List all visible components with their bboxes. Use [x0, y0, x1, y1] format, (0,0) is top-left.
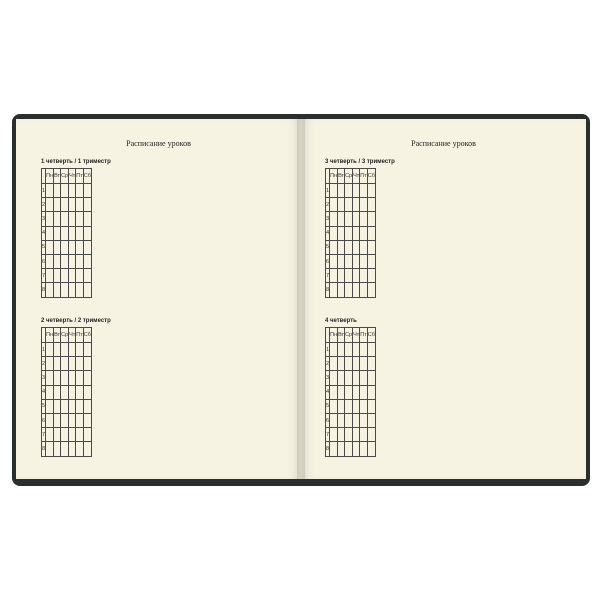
schedule-cell: [345, 212, 353, 226]
schedule-cell: [330, 198, 338, 212]
table-row: [42, 442, 92, 456]
schedule-cell: [61, 442, 69, 456]
schedule-cell: [76, 413, 83, 427]
schedule-cell: [367, 254, 375, 268]
schedule-cell: [330, 442, 338, 456]
schedule-cell: [360, 269, 367, 283]
table-row: [42, 428, 92, 442]
schedule-cell: [46, 371, 54, 385]
schedule-cell: [54, 371, 61, 385]
schedule-cell: [69, 357, 76, 371]
schedule-cell: [46, 442, 54, 456]
schedule-cell: [69, 399, 76, 413]
day-header-cell: Сб: [83, 169, 91, 184]
schedule-cell: [83, 283, 91, 297]
day-header-cell: Пт: [76, 328, 83, 343]
schedule-cell: [61, 226, 69, 240]
lesson-number-cell: 2: [42, 198, 46, 212]
schedule-cell: [83, 184, 91, 198]
table-row: [42, 343, 92, 357]
schedule-cell: [338, 254, 345, 268]
schedule-cell: [46, 283, 54, 297]
schedule-cell: [69, 283, 76, 297]
schedule-cell: [83, 226, 91, 240]
schedule-cell: [345, 399, 353, 413]
schedule-cell: [330, 385, 338, 399]
left-page-title: Расписание уроков: [126, 139, 191, 148]
schedule-cell: [69, 343, 76, 357]
schedule-table: [325, 168, 376, 298]
schedule-cell: [330, 212, 338, 226]
schedule-cell: [360, 371, 367, 385]
lesson-number-cell: 5: [326, 240, 330, 254]
table-row: [42, 240, 92, 254]
schedule-cell: [83, 371, 91, 385]
schedule-cell: [69, 212, 76, 226]
schedule-cell: [46, 357, 54, 371]
table-row: [326, 212, 376, 226]
schedule-cell: [345, 269, 353, 283]
schedule-cell: [54, 212, 61, 226]
schedule-cell: [338, 385, 345, 399]
schedule-cell: [83, 343, 91, 357]
schedule-cell: [54, 198, 61, 212]
schedule-cell: [69, 371, 76, 385]
schedule-cell: [353, 357, 360, 371]
table-row: [42, 254, 92, 268]
lesson-number-cell: 4: [42, 385, 46, 399]
day-header-cell: Пн: [330, 169, 338, 184]
schedule-cell: [46, 184, 54, 198]
schedule-block-label: 1 четверть / 1 триместр: [41, 159, 111, 165]
lesson-number-cell: 6: [42, 254, 46, 268]
schedule-cell: [353, 399, 360, 413]
schedule-cell: [54, 399, 61, 413]
schedule-cell: [353, 413, 360, 427]
schedule-cell: [367, 399, 375, 413]
table-row: [42, 269, 92, 283]
table-row: [326, 240, 376, 254]
day-header-cell: Вт: [54, 328, 61, 343]
schedule-cell: [46, 428, 54, 442]
schedule-cell: [69, 269, 76, 283]
schedule-cell: [69, 442, 76, 456]
schedule-cell: [353, 371, 360, 385]
schedule-cell: [46, 399, 54, 413]
schedule-cell: [46, 413, 54, 427]
schedule-cell: [54, 283, 61, 297]
lesson-number-cell: 2: [326, 198, 330, 212]
day-header-cell: Пт: [360, 328, 367, 343]
schedule-cell: [330, 283, 338, 297]
schedule-cell: [360, 184, 367, 198]
day-header-cell: Ср: [61, 169, 69, 184]
schedule-cell: [353, 226, 360, 240]
schedule-cell: [345, 254, 353, 268]
table-row: [326, 184, 376, 198]
table-row: [326, 385, 376, 399]
lesson-number-cell: 3: [42, 212, 46, 226]
schedule-cell: [338, 357, 345, 371]
lesson-number-cell: 3: [326, 371, 330, 385]
schedule-cell: [367, 413, 375, 427]
schedule-cell: [367, 357, 375, 371]
schedule-cell: [61, 198, 69, 212]
schedule-cell: [367, 184, 375, 198]
schedule-cell: [330, 357, 338, 371]
schedule-cell: [76, 240, 83, 254]
schedule-cell: [345, 385, 353, 399]
table-row: [326, 198, 376, 212]
day-header-cell: Ср: [345, 169, 353, 184]
schedule-cell: [61, 184, 69, 198]
schedule-cell: [61, 357, 69, 371]
lesson-number-cell: 8: [42, 283, 46, 297]
lesson-number-cell: 2: [42, 357, 46, 371]
schedule-cell: [360, 357, 367, 371]
schedule-cell: [69, 184, 76, 198]
schedule-cell: [338, 399, 345, 413]
day-header-cell: Пт: [76, 169, 83, 184]
schedule-cell: [330, 226, 338, 240]
lesson-number-cell: 5: [42, 399, 46, 413]
schedule-cell: [69, 428, 76, 442]
schedule-cell: [360, 226, 367, 240]
lesson-number-cell: 8: [326, 283, 330, 297]
schedule-cell: [338, 212, 345, 226]
schedule-cell: [360, 240, 367, 254]
schedule-cell: [69, 413, 76, 427]
table-header-row: [326, 328, 376, 343]
schedule-cell: [54, 343, 61, 357]
right-page: [301, 119, 586, 479]
schedule-cell: [69, 198, 76, 212]
day-header-cell: Вт: [54, 169, 61, 184]
schedule-cell: [61, 240, 69, 254]
schedule-cell: [338, 413, 345, 427]
day-header-cell: Сб: [367, 328, 375, 343]
schedule-cell: [367, 371, 375, 385]
schedule-cell: [54, 442, 61, 456]
schedule-cell: [360, 399, 367, 413]
lesson-number-cell: 6: [42, 413, 46, 427]
lesson-number-cell: 8: [326, 442, 330, 456]
lesson-number-cell: 5: [326, 399, 330, 413]
schedule-cell: [360, 254, 367, 268]
table-row: [42, 385, 92, 399]
table-row: [326, 428, 376, 442]
schedule-cell: [46, 254, 54, 268]
schedule-cell: [338, 371, 345, 385]
day-header-cell: Пн: [330, 328, 338, 343]
schedule-cell: [54, 357, 61, 371]
table-row: [42, 357, 92, 371]
lesson-number-cell: 3: [326, 212, 330, 226]
day-header-cell: Пн: [46, 328, 54, 343]
schedule-cell: [46, 385, 54, 399]
schedule-cell: [353, 442, 360, 456]
table-row: [42, 212, 92, 226]
table-row: [42, 226, 92, 240]
schedule-cell: [353, 385, 360, 399]
schedule-cell: [76, 212, 83, 226]
lesson-number-cell: 4: [326, 226, 330, 240]
day-header-cell: Ср: [61, 328, 69, 343]
table-row: [42, 198, 92, 212]
schedule-cell: [367, 269, 375, 283]
table-row: [326, 399, 376, 413]
schedule-cell: [46, 269, 54, 283]
schedule-cell: [330, 371, 338, 385]
lesson-number-cell: 7: [326, 269, 330, 283]
schedule-cell: [367, 198, 375, 212]
day-header-cell: Вт: [338, 328, 345, 343]
schedule-cell: [345, 184, 353, 198]
left-page: [16, 119, 301, 479]
schedule-cell: [345, 413, 353, 427]
schedule-cell: [367, 240, 375, 254]
schedule-block-label: 4 четверть: [325, 318, 357, 324]
schedule-cell: [338, 269, 345, 283]
schedule-cell: [76, 254, 83, 268]
schedule-cell: [360, 385, 367, 399]
schedule-cell: [338, 428, 345, 442]
lesson-number-cell: 1: [42, 343, 46, 357]
schedule-cell: [54, 240, 61, 254]
schedule-cell: [367, 442, 375, 456]
schedule-cell: [76, 399, 83, 413]
lesson-number-cell: 2: [326, 357, 330, 371]
schedule-cell: [338, 343, 345, 357]
schedule-cell: [330, 413, 338, 427]
schedule-cell: [353, 343, 360, 357]
table-row: [326, 357, 376, 371]
schedule-cell: [76, 283, 83, 297]
schedule-cell: [54, 226, 61, 240]
schedule-cell: [76, 385, 83, 399]
schedule-cell: [330, 399, 338, 413]
schedule-cell: [61, 428, 69, 442]
schedule-cell: [330, 184, 338, 198]
lesson-number-cell: 1: [326, 184, 330, 198]
schedule-cell: [83, 399, 91, 413]
schedule-cell: [46, 212, 54, 226]
schedule-cell: [330, 428, 338, 442]
schedule-cell: [367, 343, 375, 357]
day-header-cell: Вт: [338, 169, 345, 184]
schedule-cell: [338, 184, 345, 198]
lesson-number-cell: 6: [326, 413, 330, 427]
lesson-number-cell: 7: [42, 269, 46, 283]
book-gutter: [297, 119, 305, 479]
schedule-cell: [54, 385, 61, 399]
schedule-block-label: 2 четверть / 2 триместр: [41, 318, 111, 324]
schedule-cell: [330, 254, 338, 268]
schedule-cell: [345, 226, 353, 240]
schedule-cell: [61, 269, 69, 283]
schedule-cell: [46, 343, 54, 357]
schedule-cell: [54, 413, 61, 427]
schedule-cell: [83, 442, 91, 456]
schedule-cell: [83, 269, 91, 283]
schedule-cell: [338, 442, 345, 456]
schedule-cell: [345, 442, 353, 456]
schedule-cell: [83, 254, 91, 268]
schedule-cell: [61, 283, 69, 297]
schedule-cell: [360, 428, 367, 442]
schedule-cell: [54, 254, 61, 268]
schedule-table: [41, 327, 92, 457]
schedule-cell: [83, 428, 91, 442]
schedule-cell: [353, 240, 360, 254]
lesson-number-cell: 8: [42, 442, 46, 456]
schedule-cell: [54, 428, 61, 442]
schedule-cell: [69, 240, 76, 254]
schedule-cell: [330, 343, 338, 357]
day-header-cell: Чт: [69, 328, 76, 343]
schedule-cell: [69, 254, 76, 268]
schedule-cell: [367, 283, 375, 297]
schedule-cell: [353, 254, 360, 268]
table-row: [42, 283, 92, 297]
schedule-table: [325, 327, 376, 457]
schedule-block-label: 3 четверть / 3 триместр: [325, 159, 395, 165]
table-row: [326, 371, 376, 385]
day-header-cell: Сб: [367, 169, 375, 184]
table-row: [326, 254, 376, 268]
schedule-cell: [345, 357, 353, 371]
lesson-number-cell: 3: [42, 371, 46, 385]
schedule-cell: [69, 226, 76, 240]
table-row: [326, 269, 376, 283]
lesson-number-cell: 6: [326, 254, 330, 268]
schedule-cell: [345, 371, 353, 385]
schedule-cell: [360, 442, 367, 456]
table-row: [326, 226, 376, 240]
lesson-number-cell: 7: [326, 428, 330, 442]
table-row: [42, 371, 92, 385]
schedule-cell: [367, 212, 375, 226]
schedule-cell: [83, 198, 91, 212]
day-header-cell: Пт: [360, 169, 367, 184]
schedule-cell: [345, 283, 353, 297]
schedule-cell: [360, 413, 367, 427]
schedule-cell: [61, 413, 69, 427]
schedule-cell: [76, 428, 83, 442]
schedule-cell: [338, 240, 345, 254]
schedule-cell: [54, 269, 61, 283]
schedule-cell: [76, 343, 83, 357]
schedule-cell: [83, 413, 91, 427]
schedule-cell: [330, 269, 338, 283]
day-header-cell: Сб: [83, 328, 91, 343]
schedule-cell: [69, 385, 76, 399]
schedule-cell: [367, 226, 375, 240]
schedule-cell: [338, 283, 345, 297]
schedule-cell: [76, 269, 83, 283]
schedule-cell: [83, 385, 91, 399]
table-row: [42, 184, 92, 198]
schedule-cell: [360, 283, 367, 297]
schedule-cell: [353, 184, 360, 198]
schedule-cell: [76, 184, 83, 198]
table-header-row: [42, 328, 92, 343]
table-row: [42, 413, 92, 427]
schedule-cell: [76, 357, 83, 371]
lesson-number-cell: 4: [42, 226, 46, 240]
schedule-cell: [83, 240, 91, 254]
schedule-cell: [54, 184, 61, 198]
table-row: [326, 343, 376, 357]
schedule-cell: [83, 212, 91, 226]
schedule-table: [41, 168, 92, 298]
schedule-cell: [46, 198, 54, 212]
schedule-cell: [367, 385, 375, 399]
lesson-number-cell: 4: [326, 385, 330, 399]
schedule-cell: [61, 371, 69, 385]
table-header-row: [326, 169, 376, 184]
right-page-title: Расписание уроков: [411, 139, 476, 148]
schedule-cell: [360, 198, 367, 212]
schedule-cell: [83, 357, 91, 371]
schedule-cell: [360, 212, 367, 226]
schedule-cell: [353, 428, 360, 442]
lesson-number-cell: 7: [42, 428, 46, 442]
lesson-number-cell: 1: [42, 184, 46, 198]
day-header-cell: Ср: [345, 328, 353, 343]
schedule-cell: [61, 399, 69, 413]
schedule-cell: [76, 442, 83, 456]
schedule-cell: [61, 212, 69, 226]
table-row: [42, 399, 92, 413]
schedule-cell: [345, 198, 353, 212]
schedule-cell: [61, 343, 69, 357]
schedule-cell: [345, 343, 353, 357]
schedule-cell: [353, 283, 360, 297]
schedule-cell: [353, 198, 360, 212]
schedule-cell: [46, 226, 54, 240]
table-row: [326, 442, 376, 456]
schedule-cell: [353, 212, 360, 226]
schedule-cell: [338, 226, 345, 240]
day-header-cell: Чт: [69, 169, 76, 184]
day-header-cell: Чт: [353, 169, 360, 184]
schedule-cell: [345, 240, 353, 254]
schedule-cell: [76, 371, 83, 385]
schedule-cell: [61, 385, 69, 399]
lesson-number-cell: 5: [42, 240, 46, 254]
schedule-cell: [338, 198, 345, 212]
table-row: [326, 283, 376, 297]
schedule-cell: [330, 240, 338, 254]
table-row: [326, 413, 376, 427]
schedule-cell: [345, 428, 353, 442]
schedule-cell: [61, 254, 69, 268]
day-header-cell: Чт: [353, 328, 360, 343]
lesson-number-cell: 1: [326, 343, 330, 357]
schedule-cell: [46, 240, 54, 254]
table-header-row: [42, 169, 92, 184]
schedule-cell: [367, 428, 375, 442]
day-header-cell: Пн: [46, 169, 54, 184]
schedule-cell: [76, 226, 83, 240]
schedule-cell: [76, 198, 83, 212]
schedule-cell: [360, 343, 367, 357]
schedule-cell: [353, 269, 360, 283]
